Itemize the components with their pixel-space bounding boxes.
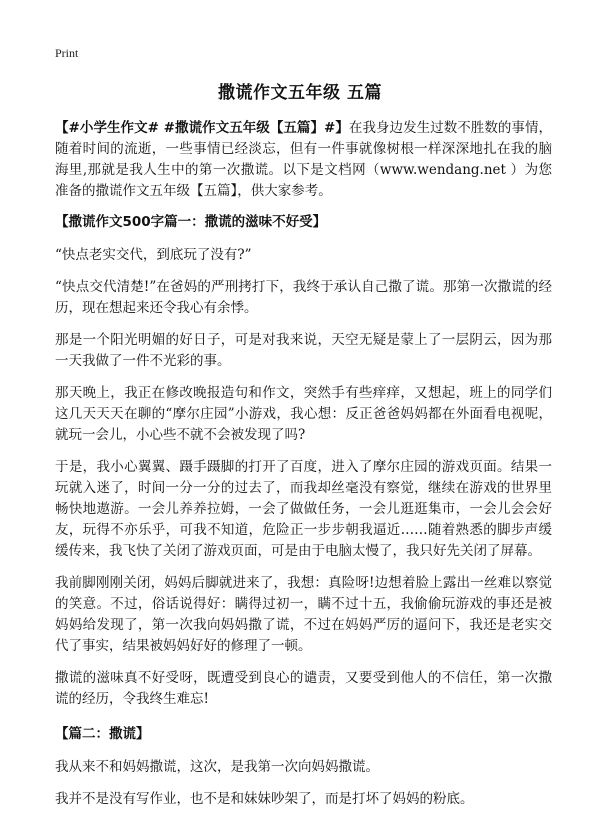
print-label: Print [55,46,79,60]
section-heading-1: 【撒谎作文500字篇一：撒谎的滋味不好受】 [55,214,327,230]
section-heading-2: 【篇二：撒谎】 [55,726,150,742]
intro-text: 在我身边发生过数不胜数的事情，随着时间的流逝，一些事情已经淡忘，但有一件事就像树根一样深深地扎在我的脑海里,那就是我人生中的第一次撒谎。以下是文档网（www.wendang.net ）为您准备的撒谎作文五年级【五篇】，供大家参考。 [55,120,553,199]
paragraph: 我并不是没有写作业，也不是和妹妹吵架了，而是打坏了妈妈的粉底。 [55,791,474,807]
page-title: 撒谎作文五年级 五篇 [218,83,382,103]
intro-paragraph [55,118,552,202]
paragraph: “快点老实交代，到底玩了没有?” [55,247,252,263]
paragraph: “快点交代清楚!”在爸妈的严刑拷打下，我终于承认自己撒了谎。那第一次撒谎的经历，现在想起来还令我心有余悸。 [55,279,552,316]
paragraph: 那天晚上，我正在修改晚报造句和作文，突然手有些痒痒，又想起，班上的同学们这几天天天在聊的“摩尔庄园”小游戏，我心想：反正爸爸妈妈都在外面看电视呢，就玩一会儿，小心些不就不会被发现了吗? [55,385,552,443]
paragraph: 撒谎的滋味真不好受呀，既遭受到良心的谴责，又要受到他人的不信任，第一次撒谎的经历，令我终生难忘! [55,670,552,707]
article-body [55,118,552,821]
paragraph: 于是，我小心翼翼、蹑手蹑脚的打开了百度，进入了摩尔庄园的游戏页面。结果一玩就入迷了，时间一分一分的过去了，而我却丝毫没有察觉，继续在游戏的世界里畅快地遨游。一会儿养养拉姆，一会了做做任务，一会儿逛逛集市，一会儿会会好友，玩得不亦乐乎，可我不知道，危险正一步步朝我逼近……随着熟悉的脚步声缓缓传来，我飞快了关闭了游戏页面，可是由于电脑太慢了，我只好先关闭了屏幕。 [55,459,552,559]
intro-tags: 【#小学生作文# #撒谎作文五年级【五篇】#】 [55,120,349,136]
paragraph: 我前脚刚刚关闭，妈妈后脚就进来了，我想：真险呀!边想着脸上露出一丝难以察觉的笑意。不过，俗话说得好：瞒得过初一，瞒不过十五，我偷偷玩游戏的事还是被妈妈给发现了，第一次我向妈妈撒了谎，不过在妈妈严厉的逼问下，我还是老实交代了事实，结果被妈妈好好的修理了一顿。 [55,575,552,654]
paragraph: 那是一个阳光明媚的好日子，可是对我来说，天空无疑是蒙上了一层阴云，因为那一天我做了一件不光彩的事。 [55,332,552,369]
paragraph: 我从来不和妈妈撒谎，这次，是我第一次向妈妈撒谎。 [55,759,379,775]
